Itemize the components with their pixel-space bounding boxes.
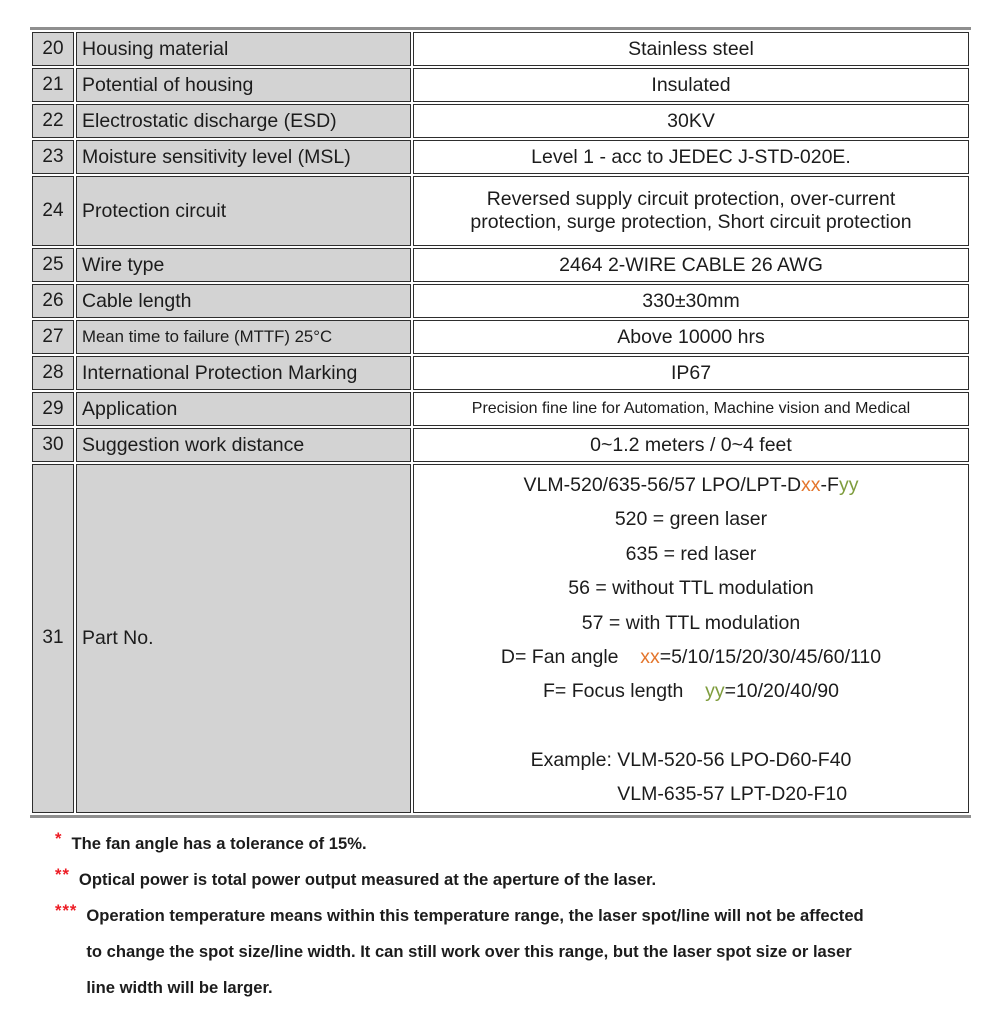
example-line-2: VLM-635-57 LPT-D20-F10	[617, 783, 848, 806]
spec-table-wrapper	[30, 27, 971, 818]
table-row	[32, 104, 969, 138]
spec-label-cell: Application	[76, 392, 411, 426]
spec-label-cell: Suggestion work distance	[76, 428, 411, 462]
row-number-cell: 31	[32, 464, 74, 813]
footnote-text: The fan angle has a tolerance of 15%.	[71, 833, 367, 853]
part-no-legend-520: 520 = green laser	[614, 508, 768, 531]
spec-table	[30, 30, 971, 815]
focus-length-line: F= Focus length yy=10/20/40/90	[543, 680, 839, 703]
row-number-cell: 26	[32, 284, 74, 318]
spec-label-cell: Moisture sensitivity level (MSL)	[76, 140, 411, 174]
spec-value-cell: Insulated	[413, 68, 969, 102]
fan-angle-xx-token: xx	[640, 646, 660, 669]
part-no-legend-56: 56 = without TTL modulation	[568, 577, 814, 600]
table-row	[32, 248, 969, 282]
table-row	[32, 428, 969, 462]
footnote-text: line width will be larger.	[86, 977, 273, 997]
table-row	[32, 176, 969, 246]
footnote-text: to change the spot size/line width. It can still work over this range, but the laser spot size or laser	[86, 941, 852, 961]
part-no-cell	[413, 464, 969, 813]
spec-label-cell: Wire type	[76, 248, 411, 282]
spec-label-cell: Mean time to failure (MTTF) 25°C	[76, 320, 411, 354]
table-row	[32, 356, 969, 390]
spec-label-cell: International Protection Marking	[76, 356, 411, 390]
footnote-optical-power	[55, 862, 1000, 898]
spec-value-cell	[413, 176, 969, 246]
row-number-cell: 24	[32, 176, 74, 246]
spec-value-cell: 30KV	[413, 104, 969, 138]
spec-label-cell: Electrostatic discharge (ESD)	[76, 104, 411, 138]
part-no-legend-635: 635 = red laser	[625, 542, 757, 565]
table-row	[32, 32, 969, 66]
part-no-legend-57: 57 = with TTL modulation	[581, 611, 801, 634]
row-number-cell: 29	[32, 392, 74, 426]
spec-label-cell: Housing material	[76, 32, 411, 66]
table-row	[32, 140, 969, 174]
row-number-cell: 30	[32, 428, 74, 462]
spec-label-cell: Cable length	[76, 284, 411, 318]
example-line-1: Example: VLM-520-56 LPO-D60-F40	[530, 748, 852, 771]
footnote-marker: *	[55, 828, 63, 848]
spec-label-cell: Protection circuit	[76, 176, 411, 246]
table-row	[32, 68, 969, 102]
table-row	[32, 284, 969, 318]
protection-line-1: Reversed supply circuit protection, over-current	[486, 188, 896, 210]
focus-length-yy-token: yy	[838, 474, 859, 496]
spec-label-cell: Potential of housing	[76, 68, 411, 102]
protection-line-2: protection, surge protection, Short circuit protection	[470, 211, 912, 233]
footnote-operation-temperature	[55, 898, 1000, 1006]
table-row	[32, 464, 969, 813]
spec-value-cell: 0~1.2 meters / 0~4 feet	[413, 428, 969, 462]
footnote-text: Operation temperature means within this temperature range, the laser spot/line will not be affected	[86, 905, 864, 925]
spec-value-cell: Level 1 - acc to JEDEC J-STD-020E.	[413, 140, 969, 174]
spec-value-cell: 2464 2-WIRE CABLE 26 AWG	[413, 248, 969, 282]
row-number-cell: 28	[32, 356, 74, 390]
part-no-example-block	[418, 743, 964, 812]
spec-label-cell: Part No.	[76, 464, 411, 813]
fan-angle-line: D= Fan angle xx=5/10/15/20/30/45/60/110	[500, 646, 882, 669]
spec-value-cell: 330±30mm	[413, 284, 969, 318]
spec-value-cell: IP67	[413, 356, 969, 390]
footnote-text: Optical power is total power output measured at the aperture of the laser.	[78, 869, 657, 889]
footnotes-section	[55, 826, 1000, 1006]
focus-length-yy-token: yy	[705, 680, 725, 703]
row-number-cell: 20	[32, 32, 74, 66]
spec-value-cell: Above 10000 hrs	[413, 320, 969, 354]
spec-value-cell: Precision fine line for Automation, Machine vision and Medical	[413, 392, 969, 426]
fan-angle-xx-token: xx	[801, 474, 821, 496]
table-row	[32, 320, 969, 354]
row-number-cell: 22	[32, 104, 74, 138]
footnote-marker: **	[55, 864, 70, 884]
row-number-cell: 21	[32, 68, 74, 102]
part-no-title: VLM-520/635-56/57 LPO/LPT-Dxx-Fyy	[523, 474, 859, 496]
footnote-fan-angle	[55, 826, 1000, 862]
row-number-cell: 25	[32, 248, 74, 282]
footnote-marker: ***	[55, 900, 78, 920]
row-number-cell: 23	[32, 140, 74, 174]
table-row	[32, 392, 969, 426]
row-number-cell: 27	[32, 320, 74, 354]
spec-value-cell: Stainless steel	[413, 32, 969, 66]
